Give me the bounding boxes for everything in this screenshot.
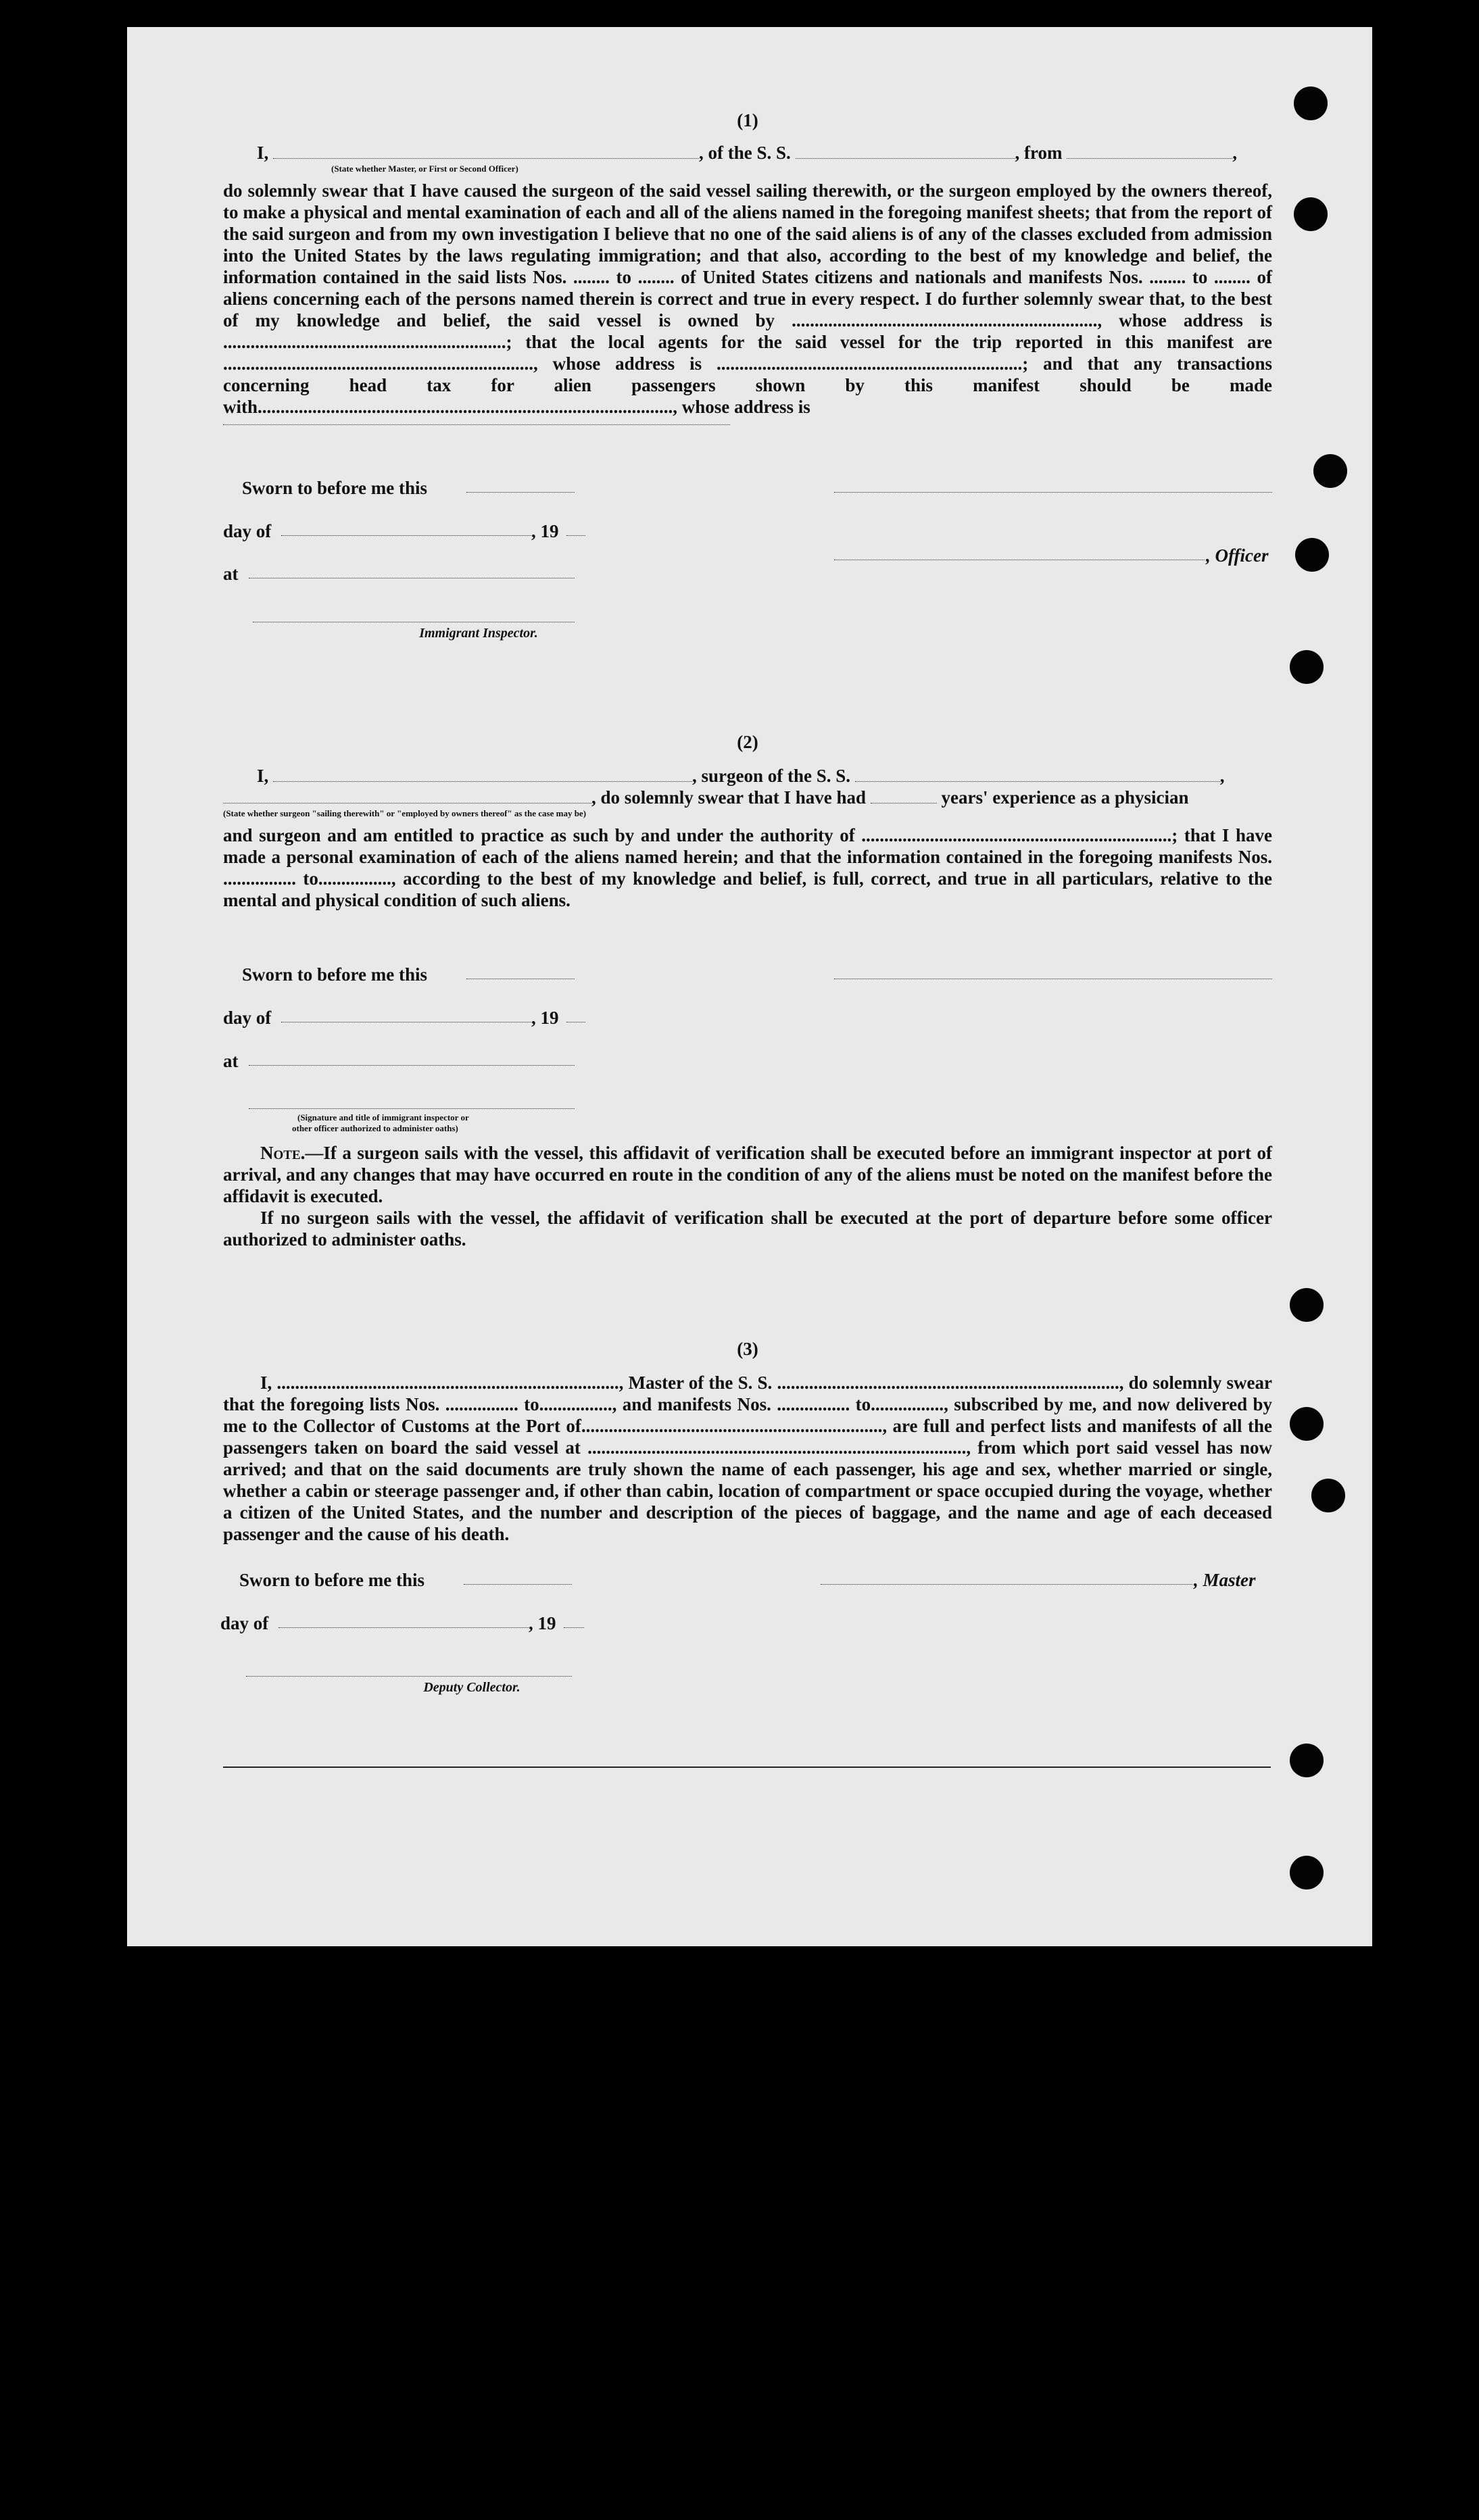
collector-signature-field[interactable]: [246, 1676, 572, 1677]
signature-caption-2: other officer authorized to administer oaths): [292, 1123, 458, 1133]
signature-caption-1: (Signature and title of immigrant inspector or: [297, 1112, 469, 1122]
inspector-caption: Immigrant Inspector.: [419, 626, 538, 641]
inspector-signature-field[interactable]: [249, 1108, 575, 1109]
note-paragraph-2: If no surgeon sails with the vessel, the affidavit of verification shall be executed at the port of departure before some officer authorized to administer oaths.: [223, 1208, 1272, 1250]
years-field[interactable]: [871, 789, 937, 804]
year-label: , 19: [531, 1008, 559, 1028]
at-label: at: [223, 564, 239, 584]
section-number: (2): [737, 732, 758, 752]
punch-hole: [1290, 650, 1324, 684]
section-1: [223, 109, 1272, 425]
officer-label: , Officer: [1206, 545, 1269, 566]
month-field[interactable]: [281, 535, 531, 536]
surgeon-oath-text: and surgeon and am entitled to practice as such by and under the authority of ....................................................................; that I have made a personal examination of each of the aliens named herein; and that the information contained in the foregoing manifests Nos. ................ to................, according to the best of my knowledge and belief, is full, correct, and true in all particulars, relative to the mental and physical condition of such aliens.: [223, 825, 1272, 910]
officer-name-field[interactable]: [273, 145, 699, 159]
vessel-name-field[interactable]: [855, 768, 1220, 782]
master-signature-field[interactable]: [821, 1584, 1192, 1585]
sworn-date-field[interactable]: [464, 1584, 572, 1585]
month-field[interactable]: [278, 1627, 529, 1628]
opening-line: I, , of the S. S. , from ,: [257, 143, 1238, 163]
note-block: [223, 1142, 1272, 1250]
surgeon-name-field[interactable]: [273, 768, 692, 782]
address-field[interactable]: [223, 419, 730, 425]
place-field[interactable]: [249, 1065, 575, 1066]
surgeon-type-field[interactable]: [223, 789, 591, 804]
oath-text: do solemnly swear that I have caused the surgeon of the said vessel sailing therewith, or the surgeon employed by the owners thereof, to make a physical and mental examination of each and all of the aliens named in the foregoing manifest sheets; that from the report of the said surgeon and from my own investigation I believe that no one of the said aliens is of any of the classes excluded from admission into the United States by the laws regulating immigration; and that also, according to the best of my knowledge and belief, the information contained in the said lists Nos. ........ to ........ of United States citizens and nationals and manifests Nos. ........ to ........ of aliens concerning each of the persons named therein is correct and true in every respect. I do further solemnly swear that, to the best of my knowledge and belief, the said vessel is owned by ..................................................................., whose address is ..............................................................; that the local agents for the said vessel for the trip reported in this manifest are ...................................................................., whose address is ...................................................................; and that any transactions concerning head tax for alien passengers shown by this manifest should be made with..........................................................................................., whose address is: [223, 180, 1272, 417]
sworn-date-field[interactable]: [466, 492, 575, 493]
year-field[interactable]: [564, 1627, 584, 1628]
bottom-rule: [223, 1767, 1271, 1768]
origin-port-field[interactable]: [1067, 145, 1232, 159]
punch-hole: [1311, 1479, 1345, 1512]
year-field[interactable]: [566, 535, 585, 536]
punch-hole: [1313, 454, 1347, 488]
officer-signature-field[interactable]: [834, 492, 1272, 493]
at-label: at: [223, 1051, 239, 1071]
punch-hole: [1290, 1744, 1324, 1777]
punch-hole: [1294, 197, 1328, 231]
surgeon-line: I, , surgeon of the S. S. ,: [257, 766, 1225, 786]
master-label: , Master: [1194, 1570, 1256, 1590]
section-number: (3): [737, 1339, 758, 1359]
note-paragraph: Note.—If a surgeon sails with the vessel, this affidavit of verification shall be executed before an immigrant inspector at port of arrival, and any changes that may have occurred en route in the condition of any of the aliens must be noted on the manifest before the affidavit is executed.: [223, 1143, 1272, 1206]
section-number: (1): [737, 110, 758, 130]
day-of-label: day of: [220, 1613, 269, 1633]
year-label: , 19: [529, 1613, 556, 1633]
manifest-page: [127, 27, 1372, 1946]
day-of-label: day of: [223, 1008, 272, 1028]
sworn-label: Sworn to before me this: [242, 478, 427, 498]
sworn-label: Sworn to before me this: [242, 964, 427, 985]
experience-line: , do solemnly swear that I have had years' experience as a physician: [223, 787, 1272, 808]
collector-caption: Deputy Collector.: [423, 1680, 520, 1695]
punch-hole: [1290, 1856, 1324, 1889]
year-label: , 19: [531, 521, 559, 541]
master-oath-text: I, ..........................................................................., Master of the S. S. ..........................................................................., do solemnly swear that the foregoing lists Nos. ................ to................, and manifests Nos. ................ to................, subscribed by me, and now delivered by me to the Collector of Customs at the Port of.................................................................., are full and perfect lists and manifests of all the passengers taken on board the said vessel at ..................................................................................., from which port said vessel has now arrived; and that on the said documents are truly shown the name of each passenger, his age and sex, whether married or single, whether a cabin or steerage passenger and, if other than cabin, location of compartment or space occupied during the voyage, whether a citizen of the United States, and the number and description of the pieces of baggage, and the name and age of each deceased passenger and the cause of his death.: [223, 1373, 1272, 1544]
day-of-label: day of: [223, 521, 272, 541]
sworn-label: Sworn to before me this: [239, 1570, 425, 1590]
punch-hole: [1290, 1407, 1324, 1441]
section-3: [223, 1338, 1272, 1545]
punch-hole: [1294, 87, 1328, 120]
vessel-name-field[interactable]: [796, 145, 1015, 159]
punch-hole: [1290, 1288, 1324, 1322]
punch-hole: [1295, 538, 1329, 572]
surgeon-type-caption: (State whether surgeon "sailing therewith" or "employed by owners thereof" as the case may be): [223, 808, 587, 818]
section-2: [223, 731, 1272, 911]
rank-caption: (State whether Master, or First or Second Officer): [331, 164, 518, 174]
